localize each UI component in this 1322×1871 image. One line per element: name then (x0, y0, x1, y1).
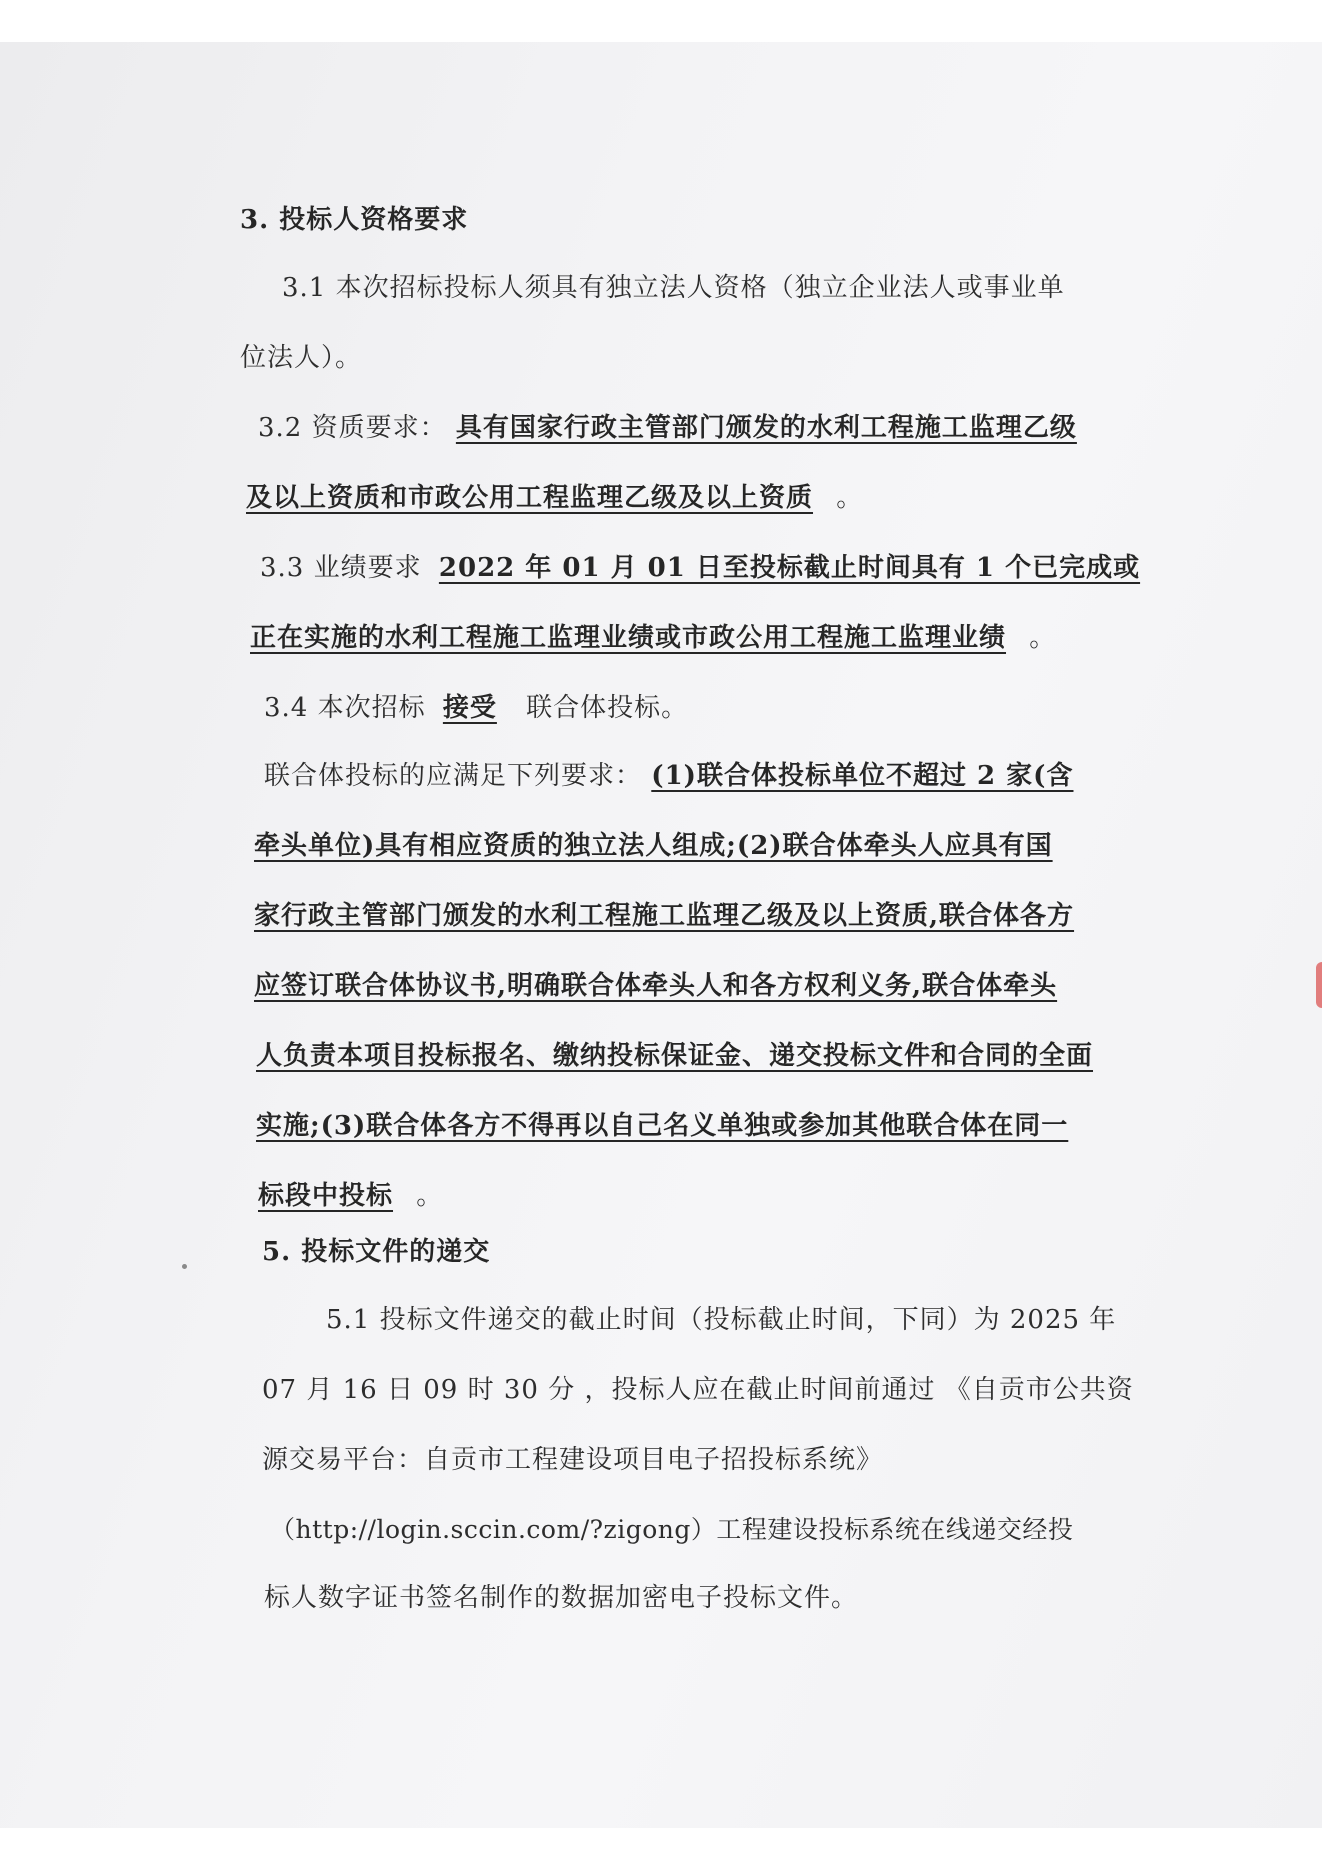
red-edge-mark (1316, 962, 1322, 1008)
section-5-heading: 5. 投标文件的递交 (262, 1237, 491, 1267)
clause-5-1-line-2: 07 月 16 日 09 时 30 分 ，投标人应在截止时间前通过 《自贡市公共资 (262, 1375, 1134, 1405)
clause-3-1-line-1: 3.1 本次招标投标人须具有独立法人资格（独立企业法人或事业单 (282, 273, 1065, 303)
clause-3-4-underlined: 接受 (442, 693, 497, 723)
jv-line-6: 实施;(3)联合体各方不得再以自己名义单独或参加其他联合体在同一 (256, 1111, 1069, 1141)
clause-3-3-label: 3.3 业绩要求 (260, 553, 422, 583)
jv-underlined-1: (1)联合体投标单位不超过 2 家(含 (651, 761, 1074, 791)
jv-line-1 (264, 758, 1073, 794)
clause-5-1-line-4: （http://login.sccin.com/?zigong）工程建设投标系统在线递交经投 (270, 1515, 1074, 1544)
clause-3-3-line-2 (250, 620, 1056, 656)
clause-3-4-line (264, 690, 688, 726)
clause-3-2-underlined-2: 及以上资质和市政公用工程监理乙级及以上资质 (246, 483, 814, 513)
clause-5-1-line-5: 标人数字证书签名制作的数据加密电子投标文件。 (264, 1583, 859, 1613)
document-photo (0, 42, 1322, 1828)
clause-3-4-suffix: 联合体投标。 (526, 693, 689, 723)
clause-3-2-period: 。 (836, 483, 864, 513)
clause-5-1-line-3: 源交易平台：自贡市工程建设项目电子招投标系统》 (262, 1445, 884, 1475)
jv-line-7 (258, 1178, 443, 1214)
clause-3-4-label: 3.4 本次招标 (264, 693, 426, 723)
clause-3-3-period: 。 (1029, 623, 1057, 653)
clause-3-1-line-2: 位法人）。 (240, 343, 363, 373)
clause-3-2-underlined-1: 具有国家行政主管部门颁发的水利工程施工监理乙级 (455, 413, 1077, 443)
jv-intro: 联合体投标的应满足下列要求： (264, 761, 643, 791)
clause-5-1-line-1: 5.1 投标文件递交的截止时间（投标截止时间，下同）为 2025 年 (326, 1305, 1117, 1335)
clause-3-3-underlined-2: 正在实施的水利工程施工监理业绩或市政公用工程施工监理业绩 (250, 623, 1007, 653)
jv-line-3: 家行政主管部门颁发的水利工程施工监理乙级及以上资质,联合体各方 (254, 901, 1075, 931)
clause-3-2-line-1 (258, 410, 1077, 446)
clause-3-2-line-2 (246, 480, 863, 516)
jv-line-4: 应签订联合体协议书,明确联合体牵头人和各方权利义务,联合体牵头 (254, 971, 1058, 1001)
jv-period: 。 (416, 1181, 444, 1211)
section-3-heading: 3. 投标人资格要求 (240, 205, 469, 235)
speck-mark (182, 1264, 187, 1269)
clause-3-2-label: 3.2 资质要求： (258, 413, 447, 443)
jv-line-2: 牵头单位)具有相应资质的独立法人组成;(2)联合体牵头人应具有国 (254, 831, 1053, 861)
clause-3-3-line-1 (260, 550, 1140, 586)
jv-line-5: 人负责本项目投标报名、缴纳投标保证金、递交投标文件和合同的全面 (256, 1041, 1094, 1071)
jv-underlined-7: 标段中投标 (258, 1181, 394, 1211)
clause-3-3-underlined-1: 2022 年 01 月 01 日至投标截止时间具有 1 个已完成或 (438, 553, 1141, 583)
